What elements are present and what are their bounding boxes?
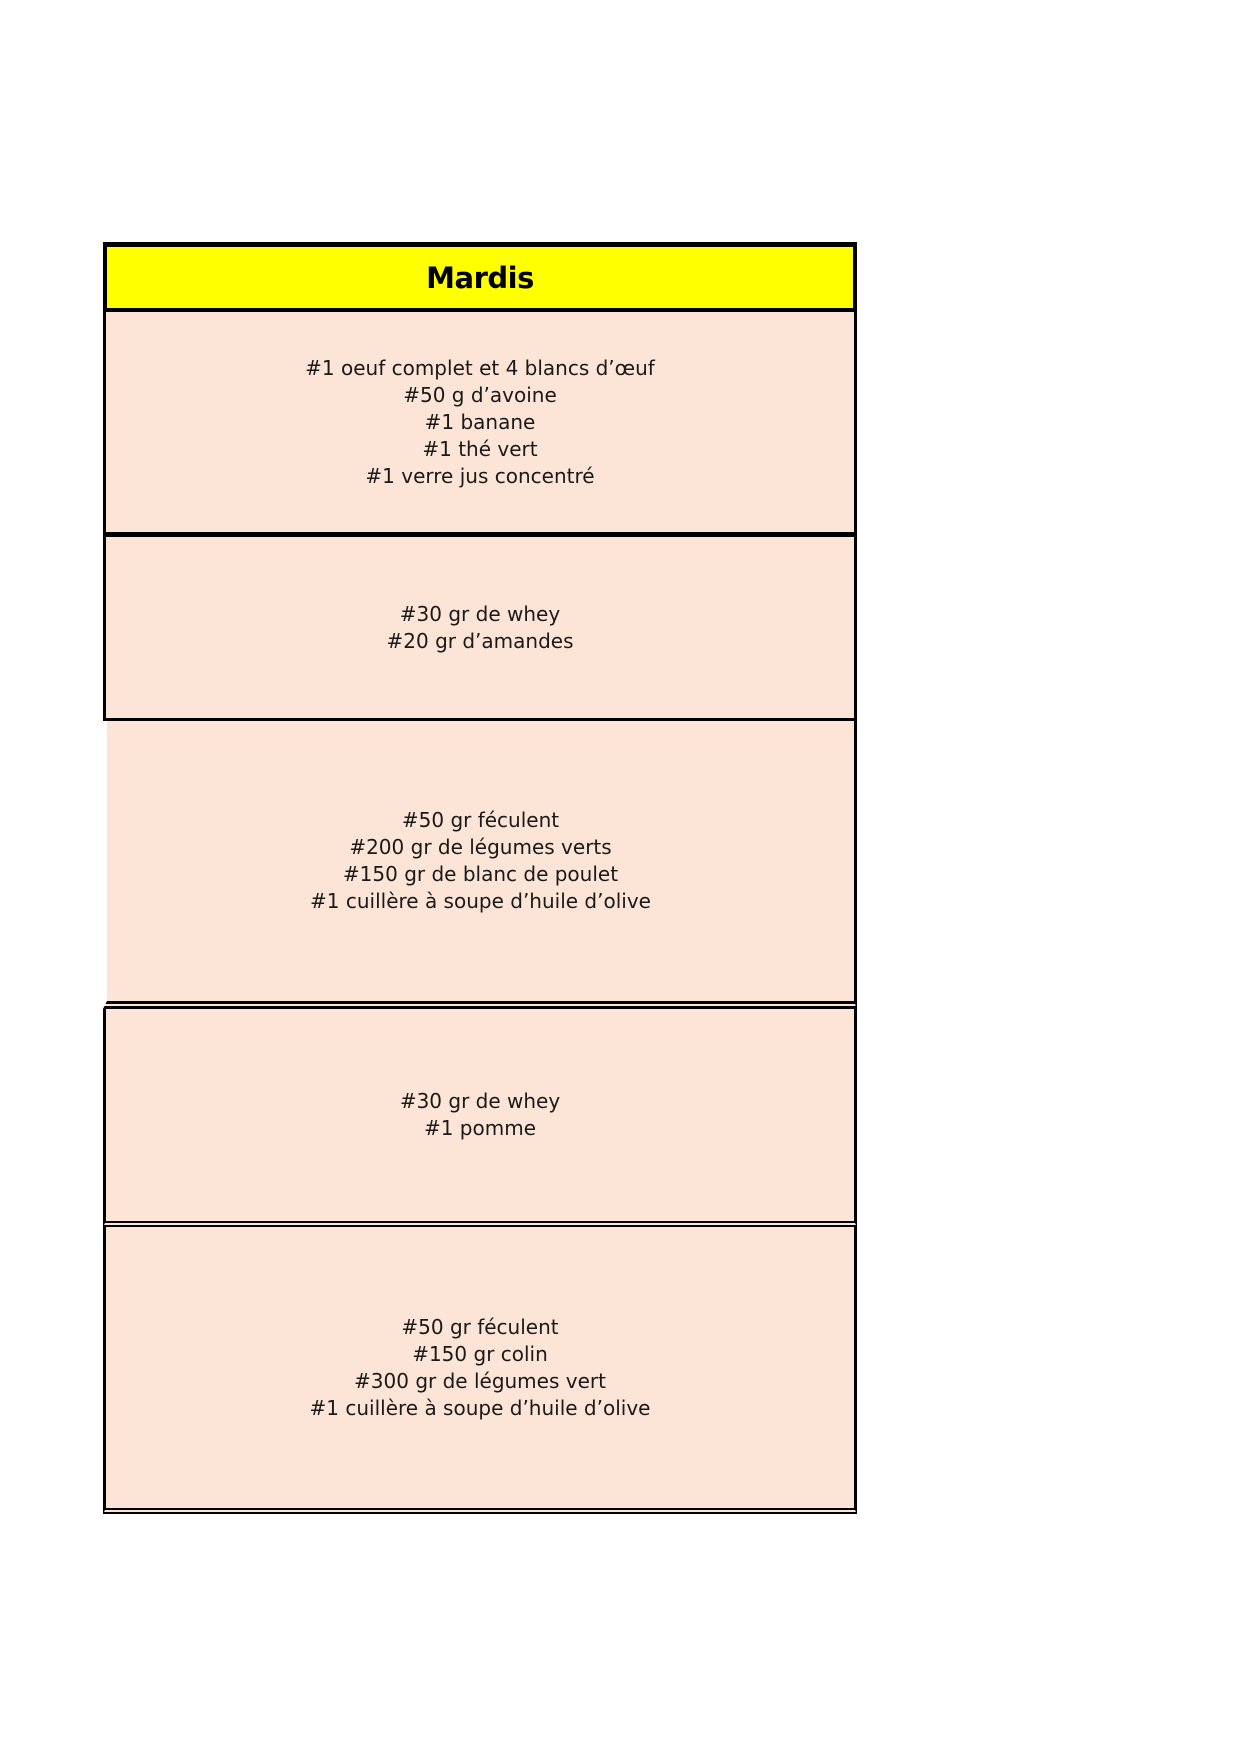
day-title: Mardis [426, 260, 534, 295]
rows-container [103, 312, 857, 1514]
meal-line: #1 cuillère à soupe d’huile d’olive [310, 889, 651, 913]
meal-line: #1 oeuf complet et 4 blancs d’œuf [305, 355, 655, 380]
meal-line: #20 gr d’amandes [386, 628, 574, 653]
meal-line: #200 gr de légumes verts [349, 835, 612, 859]
meal-lines [310, 1314, 651, 1422]
meal-lines [387, 601, 574, 655]
meal-line: #150 gr colin [412, 1341, 548, 1366]
meal-line: #50 g d’avoine [403, 382, 557, 407]
meal-row [103, 312, 857, 537]
meal-line: #150 gr de blanc de poulet [342, 862, 619, 886]
meal-line: #300 gr de légumes vert [354, 1368, 606, 1393]
meal-line: #30 gr de whey [399, 1089, 561, 1113]
meal-plan-table [103, 242, 857, 1514]
meal-row [103, 537, 857, 721]
meal-lines [305, 355, 655, 490]
meal-row [103, 1227, 857, 1514]
meal-line: #50 gr féculent [401, 808, 560, 832]
meal-lines [400, 1088, 560, 1142]
day-header-cell [103, 242, 857, 312]
meal-row [103, 1009, 857, 1227]
meal-lines [310, 807, 651, 915]
meal-line: #50 gr féculent [401, 1314, 559, 1339]
meal-line: #1 cuillère à soupe d’huile d’olive [309, 1395, 651, 1420]
meal-line: #1 banane [424, 409, 536, 434]
meal-line: #1 thé vert [422, 436, 538, 461]
meal-line: #1 pomme [423, 1116, 537, 1140]
meal-row [103, 721, 857, 1009]
meal-line: #1 verre jus concentré [365, 463, 595, 488]
meal-line: #30 gr de whey [399, 601, 561, 626]
